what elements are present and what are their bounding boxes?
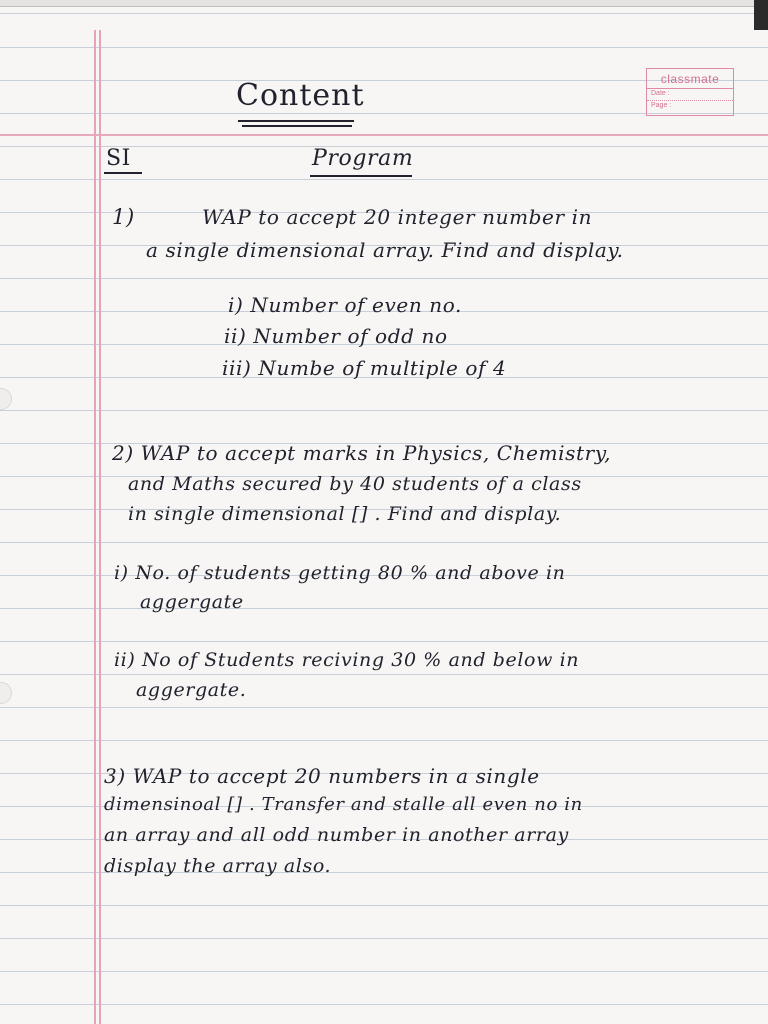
top-margin-line: [0, 134, 768, 136]
binder-hole: [0, 388, 12, 410]
program-1-item-1: i) Number of even no.: [228, 293, 462, 317]
column-header-serial: SI: [106, 146, 131, 171]
program-3-line-1: 3) WAP to accept 20 numbers in a single: [104, 764, 540, 788]
column-header-program: Program: [312, 146, 414, 171]
left-margin-line-2: [99, 30, 101, 1024]
program-underline: [310, 175, 412, 177]
brand-label: classmate: [647, 69, 733, 89]
program-2-item-1-line-1: i) No. of students getting 80 % and above in: [114, 562, 566, 584]
program-1-item-2: ii) Number of odd no: [224, 324, 448, 348]
program-1-line-2: a single dimensional array. Find and display.: [146, 238, 624, 262]
program-3-line-4: display the array also.: [104, 855, 332, 877]
title-underline-2: [242, 125, 352, 127]
program-1-number: 1): [112, 205, 135, 229]
page-corner-shadow: [754, 0, 768, 30]
program-2-item-1-line-2: aggergate: [140, 591, 244, 613]
page-top-edge: [0, 0, 768, 7]
page-field: Page :: [651, 102, 672, 109]
program-1-line-1: WAP to accept 20 integer number in: [202, 205, 593, 229]
program-3-line-3: an array and all odd number in another array: [104, 824, 569, 846]
program-3-line-2: dimensinoal [] . Transfer and stalle all even no in: [104, 794, 583, 815]
notebook-brand-box: [646, 68, 734, 116]
serial-underline: [104, 172, 142, 174]
program-2-line-2: and Maths secured by 40 students of a class: [128, 473, 582, 495]
title-underline: [238, 120, 354, 122]
date-field: Date :: [647, 89, 733, 101]
binder-hole: [0, 682, 12, 704]
left-margin-line-1: [94, 30, 96, 1024]
program-2-line-3: in single dimensional [] . Find and display.: [128, 503, 562, 525]
program-2-item-2-line-2: aggergate.: [136, 679, 247, 701]
program-2-item-2-line-1: ii) No of Students reciving 30 % and below in: [114, 649, 580, 671]
page-title: Content: [236, 78, 365, 113]
program-1-item-3: iii) Numbe of multiple of 4: [222, 356, 507, 380]
program-2-line-1: 2) WAP to accept marks in Physics, Chemistry,: [112, 441, 612, 465]
